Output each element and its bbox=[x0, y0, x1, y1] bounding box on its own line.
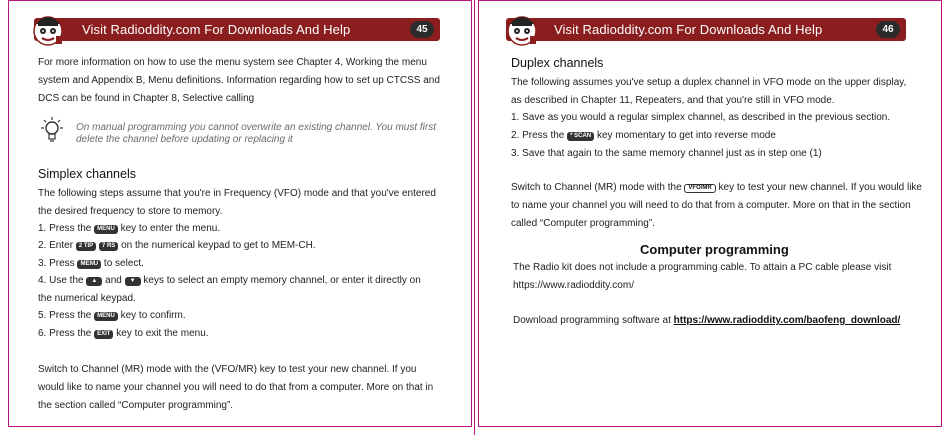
simplex-title: Simplex channels bbox=[38, 167, 136, 181]
step-text: key to enter the menu. bbox=[120, 223, 221, 234]
intro-line: system and Appendix B, Menu definitions. Information regarding how to set up CTCSS and bbox=[38, 75, 440, 86]
key-2-icon: 2 TIP bbox=[76, 242, 96, 251]
header-text: Visit Radioddity.com For Downloads And Help bbox=[82, 22, 351, 37]
duplex-step-3: 3. Save that again to the same memory channel just as in step one (1) bbox=[511, 148, 822, 159]
simplex-step-5 bbox=[38, 309, 186, 322]
duplex-intro-line: as described in Chapter 11, Repeaters, and that you're still in VFO mode. bbox=[511, 95, 835, 106]
step-text: 4. Use the bbox=[38, 275, 84, 286]
simplex-step-6 bbox=[38, 327, 209, 340]
download-text: Download programming software at bbox=[513, 315, 671, 326]
menu-key-icon: MENU bbox=[94, 312, 118, 321]
tip-note-line: delete the channel before updating or replacing it bbox=[76, 134, 293, 145]
computer-text-line: https://www.radioddity.com/ bbox=[513, 280, 634, 291]
mascot-logo-icon bbox=[504, 12, 540, 46]
simplex-intro-line: the desired frequency to store to memory. bbox=[38, 206, 223, 217]
switch-text: Switch to Channel (MR) mode with the bbox=[511, 182, 682, 193]
simplex-step-4 bbox=[38, 274, 421, 287]
step-text: 5. Press the bbox=[38, 310, 92, 321]
step-text: 6. Press the bbox=[38, 328, 92, 339]
intro-line: DCS can be found in Chapter 8, Selective calling bbox=[38, 93, 255, 104]
switch-line: Switch to Channel (MR) mode with the (VFO/MR) key to test your new channel. If you bbox=[38, 364, 417, 375]
tip-note-line: On manual programming you cannot overwrite an existing channel. You must first bbox=[76, 122, 436, 133]
page-spine bbox=[474, 0, 475, 435]
step-text: 2. Press the bbox=[511, 130, 565, 141]
step-text: key to exit the menu. bbox=[116, 328, 209, 339]
switch-text: key to test your new channel. If you would like bbox=[718, 182, 922, 193]
vfo-mr-key-icon: VFO/MR bbox=[684, 184, 715, 193]
computer-programming-title: Computer programming bbox=[640, 242, 789, 257]
page-number: 46 bbox=[876, 21, 900, 38]
simplex-step-1 bbox=[38, 222, 220, 235]
computer-text-line: The Radio kit does not include a programming cable. To attain a PC cable please visit bbox=[513, 262, 892, 273]
right-switch-line bbox=[511, 181, 922, 194]
down-arrow-key-icon: ▼ bbox=[125, 277, 141, 286]
step-text: keys to select an empty memory channel, or enter it directly on bbox=[143, 275, 421, 286]
duplex-step-2 bbox=[511, 129, 776, 142]
step-text: to select. bbox=[103, 258, 144, 269]
right-switch-line: to name your channel you will need to do that from a computer. More on that in the section bbox=[511, 200, 911, 211]
scan-key-icon: * SCAN bbox=[567, 132, 594, 141]
simplex-step-3 bbox=[38, 257, 144, 270]
duplex-intro-line: The following assumes you've setup a duplex channel in VFO mode on the upper display, bbox=[511, 77, 907, 88]
step-text: and bbox=[105, 275, 122, 286]
up-arrow-key-icon: ▲ bbox=[86, 277, 102, 286]
lightbulb-tip-icon bbox=[38, 116, 66, 146]
simplex-intro-line: The following steps assume that you're in Frequency (VFO) mode and that you've entered bbox=[38, 188, 436, 199]
right-header-bar bbox=[506, 18, 906, 41]
header-text: Visit Radioddity.com For Downloads And Help bbox=[554, 22, 823, 37]
simplex-step-2 bbox=[38, 239, 316, 252]
key-7-icon: 7 RS bbox=[99, 242, 118, 251]
menu-key-icon: MENU bbox=[77, 260, 101, 269]
step-text: key to confirm. bbox=[120, 310, 186, 321]
right-switch-line: called “Computer programming”. bbox=[511, 218, 655, 229]
step-text: key momentary to get into reverse mode bbox=[596, 130, 776, 141]
download-line bbox=[513, 314, 900, 327]
switch-line: the section called “Computer programming”. bbox=[38, 400, 234, 411]
page-number: 45 bbox=[410, 21, 434, 38]
duplex-title: Duplex channels bbox=[511, 56, 604, 70]
switch-line: would like to name your channel you will need to do that from a computer. More on that in bbox=[38, 382, 434, 393]
step-text: 2. Enter bbox=[38, 240, 74, 251]
menu-key-icon: MENU bbox=[94, 225, 118, 234]
simplex-step-4-cont: the numerical keypad. bbox=[38, 293, 136, 304]
mascot-logo-icon bbox=[30, 12, 66, 46]
step-text: on the numerical keypad to get to MEM-CH. bbox=[121, 240, 316, 251]
duplex-step-1: 1. Save as you would a regular simplex channel, as described in the previous section. bbox=[511, 112, 891, 123]
step-text: 1. Press the bbox=[38, 223, 92, 234]
exit-key-icon: EXIT bbox=[94, 330, 113, 339]
step-text: 3. Press bbox=[38, 258, 75, 269]
download-link[interactable]: https://www.radioddity.com/baofeng_download/ bbox=[673, 315, 901, 326]
left-header-bar bbox=[34, 18, 440, 41]
intro-line: For more information on how to use the menu system see Chapter 4, Working the menu bbox=[38, 57, 427, 68]
